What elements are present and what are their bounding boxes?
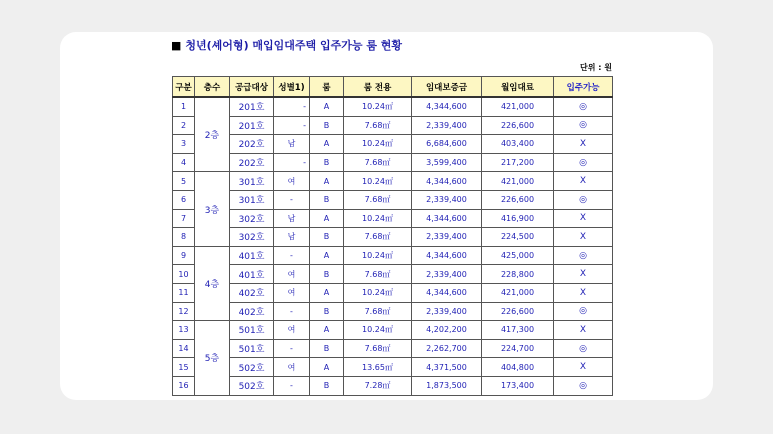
cell-no: 6: [173, 190, 195, 209]
cell-unit: 302호: [230, 228, 274, 247]
cell-gender: 남: [274, 135, 310, 154]
cell-unit: 201호: [230, 97, 274, 116]
cell-area: 7.68㎡: [344, 302, 412, 321]
cell-room: B: [310, 376, 344, 395]
table-row: [173, 190, 613, 209]
table-header-row: [173, 77, 613, 98]
cell-deposit: 4,202,200: [412, 321, 482, 340]
header-cell: 입주가능: [554, 77, 613, 98]
cell-unit: 402호: [230, 302, 274, 321]
cell-room: A: [310, 135, 344, 154]
cell-avail: ◎: [554, 376, 613, 395]
cell-area: 10.24㎡: [344, 97, 412, 116]
cell-rent: 403,400: [482, 135, 554, 154]
cell-rent: 421,000: [482, 97, 554, 116]
table-row: [173, 97, 613, 116]
cell-area: 7.68㎡: [344, 116, 412, 135]
cell-avail: ◎: [554, 246, 613, 265]
cell-gender: 여: [274, 321, 310, 340]
cell-no: 7: [173, 209, 195, 228]
header-cell: 월임대료: [482, 77, 554, 98]
table-row: [173, 172, 613, 191]
cell-room: A: [310, 321, 344, 340]
cell-deposit: 4,344,600: [412, 172, 482, 191]
cell-room: A: [310, 283, 344, 302]
cell-room: A: [310, 97, 344, 116]
cell-rent: 224,700: [482, 339, 554, 358]
cell-room: A: [310, 246, 344, 265]
cell-rent: 417,300: [482, 321, 554, 340]
cell-deposit: 4,344,600: [412, 283, 482, 302]
cell-gender: 여: [274, 283, 310, 302]
cell-deposit: 2,339,400: [412, 265, 482, 284]
header-cell: 성별1): [274, 77, 310, 98]
cell-no: 4: [173, 153, 195, 172]
cell-gender: 남: [274, 209, 310, 228]
table-row: [173, 265, 613, 284]
cell-unit: 301호: [230, 190, 274, 209]
header-cell: 룸: [310, 77, 344, 98]
cell-floor: 2층: [195, 97, 230, 172]
cell-room: B: [310, 190, 344, 209]
cell-deposit: 4,344,600: [412, 209, 482, 228]
cell-rent: 425,000: [482, 246, 554, 265]
cell-area: 7.28㎡: [344, 376, 412, 395]
cell-no: 15: [173, 358, 195, 377]
table-row: [173, 228, 613, 247]
cell-deposit: 1,873,500: [412, 376, 482, 395]
cell-rent: 228,800: [482, 265, 554, 284]
cell-gender: -: [274, 339, 310, 358]
cell-room: B: [310, 265, 344, 284]
cell-deposit: 3,599,400: [412, 153, 482, 172]
cell-gender: -: [274, 97, 310, 116]
cell-unit: 301호: [230, 172, 274, 191]
cell-area: 10.24㎡: [344, 135, 412, 154]
cell-gender: -: [274, 376, 310, 395]
cell-rent: 404,800: [482, 358, 554, 377]
cell-no: 1: [173, 97, 195, 116]
header-cell: 층수: [195, 77, 230, 98]
cell-avail: ◎: [554, 190, 613, 209]
cell-deposit: 4,371,500: [412, 358, 482, 377]
header-cell: 임대보증금: [412, 77, 482, 98]
cell-area: 7.68㎡: [344, 190, 412, 209]
cell-area: 7.68㎡: [344, 339, 412, 358]
cell-unit: 501호: [230, 321, 274, 340]
cell-deposit: 2,262,700: [412, 339, 482, 358]
cell-rent: 217,200: [482, 153, 554, 172]
cell-no: 10: [173, 265, 195, 284]
cell-gender: 남: [274, 228, 310, 247]
cell-unit: 302호: [230, 209, 274, 228]
cell-avail: ◎: [554, 153, 613, 172]
cell-room: B: [310, 339, 344, 358]
cell-no: 8: [173, 228, 195, 247]
cell-area: 7.68㎡: [344, 153, 412, 172]
cell-avail: X: [554, 228, 613, 247]
cell-avail: X: [554, 283, 613, 302]
cell-unit: 502호: [230, 358, 274, 377]
cell-no: 11: [173, 283, 195, 302]
table-body: [173, 97, 613, 395]
cell-no: 5: [173, 172, 195, 191]
cell-deposit: 2,339,400: [412, 116, 482, 135]
cell-unit: 202호: [230, 135, 274, 154]
cell-no: 2: [173, 116, 195, 135]
table-row: [173, 302, 613, 321]
cell-rent: 421,000: [482, 283, 554, 302]
header-cell: 구분: [173, 77, 195, 98]
cell-rent: 226,600: [482, 302, 554, 321]
table-row: [173, 283, 613, 302]
cell-rent: 173,400: [482, 376, 554, 395]
cell-gender: -: [274, 116, 310, 135]
cell-area: 10.24㎡: [344, 283, 412, 302]
cell-rent: 226,600: [482, 116, 554, 135]
cell-area: 7.68㎡: [344, 228, 412, 247]
document-title: [171, 37, 402, 53]
cell-room: B: [310, 302, 344, 321]
cell-no: 3: [173, 135, 195, 154]
availability-table: [172, 76, 613, 396]
cell-room: B: [310, 228, 344, 247]
cell-area: 7.68㎡: [344, 265, 412, 284]
table-row: [173, 209, 613, 228]
cell-floor: 4층: [195, 246, 230, 320]
cell-avail: ◎: [554, 97, 613, 116]
cell-avail: X: [554, 209, 613, 228]
cell-no: 13: [173, 321, 195, 340]
cell-gender: -: [274, 190, 310, 209]
cell-avail: ◎: [554, 302, 613, 321]
cell-room: A: [310, 358, 344, 377]
cell-room: B: [310, 116, 344, 135]
cell-gender: 여: [274, 172, 310, 191]
cell-avail: X: [554, 265, 613, 284]
cell-deposit: 4,344,600: [412, 97, 482, 116]
cell-room: B: [310, 153, 344, 172]
cell-gender: 여: [274, 358, 310, 377]
cell-no: 16: [173, 376, 195, 395]
cell-unit: 402호: [230, 283, 274, 302]
cell-no: 9: [173, 246, 195, 265]
cell-gender: -: [274, 153, 310, 172]
cell-area: 10.24㎡: [344, 172, 412, 191]
cell-rent: 224,500: [482, 228, 554, 247]
cell-floor: 5층: [195, 321, 230, 395]
cell-avail: X: [554, 358, 613, 377]
cell-floor: 3층: [195, 172, 230, 246]
cell-unit: 401호: [230, 246, 274, 265]
cell-avail: X: [554, 172, 613, 191]
cell-gender: -: [274, 246, 310, 265]
cell-area: 10.24㎡: [344, 246, 412, 265]
cell-rent: 416,900: [482, 209, 554, 228]
cell-deposit: 2,339,400: [412, 190, 482, 209]
title-text: 청년(셰어형) 매입임대주택 입주가능 룸 현황: [185, 39, 403, 52]
header-cell: 룸 전용: [344, 77, 412, 98]
table-row: [173, 376, 613, 395]
cell-unit: 502호: [230, 376, 274, 395]
cell-area: 10.24㎡: [344, 321, 412, 340]
cell-area: 10.24㎡: [344, 209, 412, 228]
square-bullet-icon: ■: [171, 39, 182, 52]
header-cell: 공급대상: [230, 77, 274, 98]
cell-room: A: [310, 172, 344, 191]
cell-gender: -: [274, 302, 310, 321]
cell-unit: 202호: [230, 153, 274, 172]
cell-deposit: 2,339,400: [412, 302, 482, 321]
cell-rent: 421,000: [482, 172, 554, 191]
cell-unit: 501호: [230, 339, 274, 358]
cell-unit: 401호: [230, 265, 274, 284]
table-row: [173, 116, 613, 135]
cell-deposit: 6,684,600: [412, 135, 482, 154]
table-row: [173, 358, 613, 377]
cell-rent: 226,600: [482, 190, 554, 209]
cell-unit: 201호: [230, 116, 274, 135]
cell-gender: 여: [274, 265, 310, 284]
cell-room: A: [310, 209, 344, 228]
table-row: [173, 153, 613, 172]
cell-avail: X: [554, 321, 613, 340]
unit-label: 단위 : 원: [580, 63, 612, 72]
cell-area: 13.65㎡: [344, 358, 412, 377]
table-row: [173, 321, 613, 340]
cell-avail: ◎: [554, 116, 613, 135]
cell-deposit: 2,339,400: [412, 228, 482, 247]
cell-deposit: 4,344,600: [412, 246, 482, 265]
cell-no: 14: [173, 339, 195, 358]
cell-avail: X: [554, 135, 613, 154]
table-row: [173, 135, 613, 154]
table-row: [173, 246, 613, 265]
cell-no: 12: [173, 302, 195, 321]
cell-avail: ◎: [554, 339, 613, 358]
table-row: [173, 339, 613, 358]
